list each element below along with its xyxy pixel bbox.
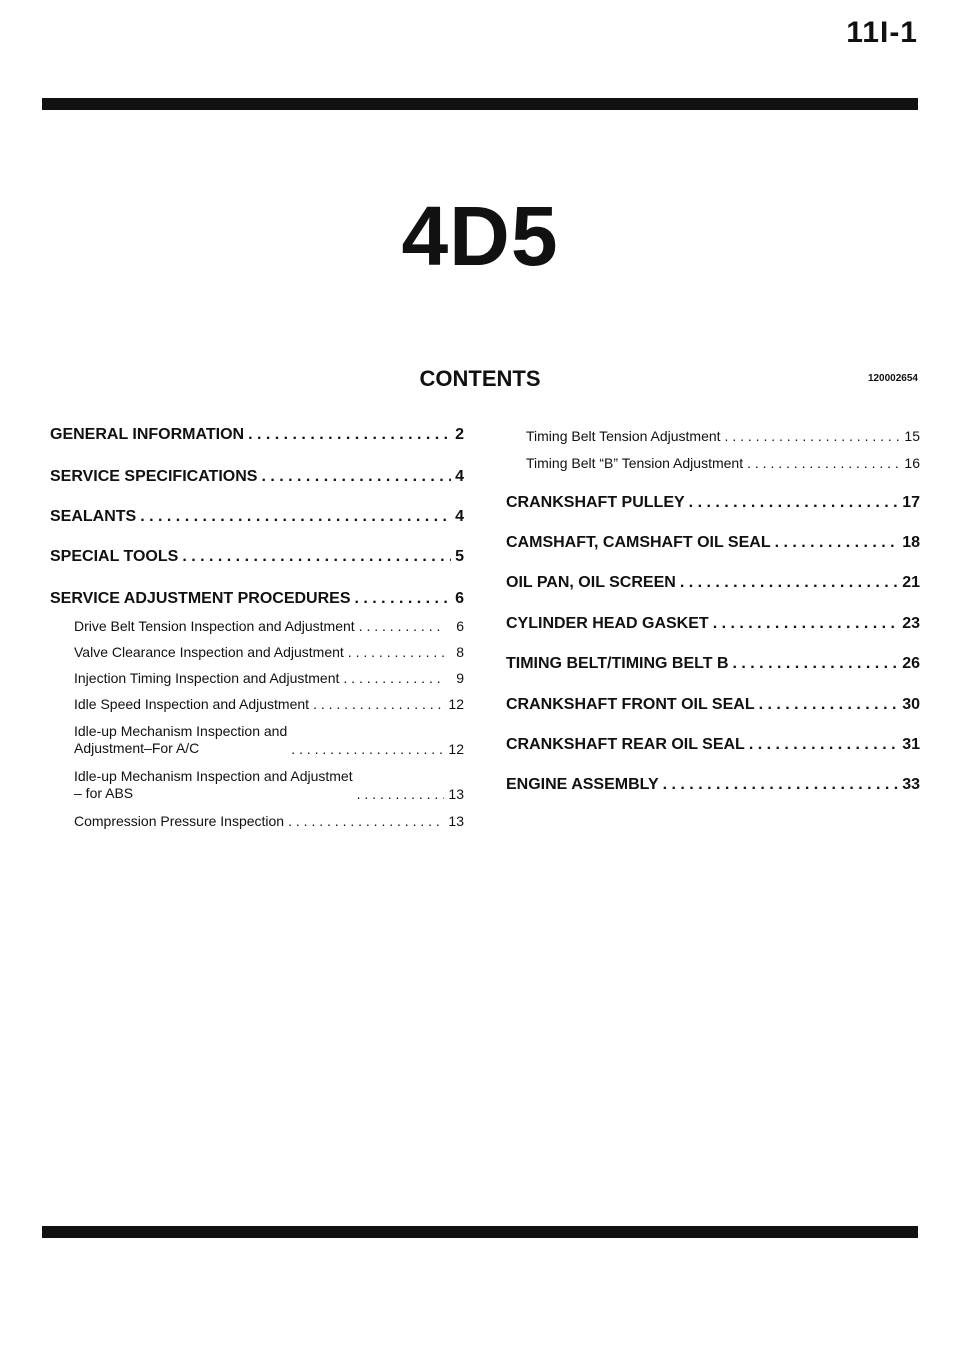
toc-entry-timing-belt[interactable] (506, 655, 920, 673)
toc-entry-oil-pan-oil-screen[interactable] (506, 574, 920, 592)
toc-entry-cylinder-head-gasket[interactable] (506, 615, 920, 633)
toc-entry-service-specifications[interactable] (50, 468, 464, 486)
toc-entry-page: 12 (448, 696, 464, 712)
toc-entry-title: Compression Pressure Inspection (74, 813, 285, 829)
toc-entry-title: SEALANTS (50, 508, 137, 525)
toc-entry-title: CRANKSHAFT PULLEY (506, 494, 685, 511)
toc-entry-title: TIMING BELT/TIMING BELT B (506, 655, 729, 672)
toc-entry-page: 17 (902, 494, 920, 511)
bottom-rule (42, 1226, 918, 1238)
toc-entry-title: CRANKSHAFT FRONT OIL SEAL (506, 696, 755, 713)
toc-entry-page: 4 (455, 468, 464, 485)
toc-entry-title: Idle-up Mechanism Inspection and Adjustmet – for ABS (74, 768, 353, 801)
toc-entry-timing-belt-tension[interactable] (506, 428, 920, 444)
toc-entry-title: SERVICE ADJUSTMENT PROCEDURES (50, 590, 351, 607)
document-code: 120002654 (867, 373, 918, 384)
toc-entry-compression-pressure[interactable] (50, 813, 464, 829)
toc-entry-page: 2 (455, 426, 464, 443)
toc-entry-engine-assembly[interactable] (506, 776, 920, 794)
toc-entry-title: Idle-up Mechanism Inspection and Adjustment–For A/C (74, 723, 288, 756)
toc-entry-special-tools[interactable] (50, 548, 464, 566)
top-rule (42, 98, 918, 110)
toc-entry-general-information[interactable] (50, 426, 464, 444)
toc-entry-page: 5 (455, 548, 464, 565)
toc-entry-page: 15 (904, 428, 920, 444)
page-number: 11I-1 (846, 16, 918, 49)
toc-entry-service-adjustment-procedures[interactable] (50, 590, 464, 608)
toc-entry-page: 12 (448, 741, 464, 757)
toc-entry-title: Injection Timing Inspection and Adjustment (74, 670, 340, 686)
toc-entry-page: 8 (456, 644, 464, 660)
toc-entry-title: SERVICE SPECIFICATIONS (50, 468, 258, 485)
toc-entry-page: 13 (448, 786, 464, 802)
toc-entry-title: Drive Belt Tension Inspection and Adjustment (74, 618, 355, 634)
toc-entry-crankshaft-rear-oil-seal[interactable] (506, 736, 920, 754)
toc-entry-page: 6 (456, 618, 464, 634)
toc-entry-title: Timing Belt Tension Adjustment (526, 428, 721, 444)
toc-entry-title: Valve Clearance Inspection and Adjustment (74, 644, 344, 660)
toc-entry-camshaft-oil-seal[interactable] (506, 534, 920, 552)
toc-entry-page: 4 (455, 508, 464, 525)
toc-entry-idle-up-abs[interactable] (50, 768, 464, 802)
toc-entry-title: Idle Speed Inspection and Adjustment (74, 696, 310, 712)
toc-entry-injection-timing[interactable] (50, 670, 464, 686)
toc-entry-page: 16 (904, 455, 920, 471)
toc-entry-idle-speed[interactable] (50, 696, 464, 712)
toc-entry-page: 21 (902, 574, 920, 591)
toc-entry-page: 26 (902, 655, 920, 672)
toc-entry-valve-clearance[interactable] (50, 644, 464, 660)
toc-entry-idle-up-ac[interactable] (50, 723, 464, 757)
model-title: 4D5 (401, 189, 559, 283)
toc-entry-drive-belt-tension[interactable] (50, 618, 464, 634)
toc-entry-page: 13 (448, 813, 464, 829)
toc-entry-page: 6 (455, 590, 464, 607)
toc-entry-timing-belt-b-tension[interactable] (506, 455, 920, 471)
toc-entry-title: Timing Belt “B” Tension Adjustment (526, 455, 744, 471)
toc-entry-title: CRANKSHAFT REAR OIL SEAL (506, 736, 745, 753)
toc-entry-title: CAMSHAFT, CAMSHAFT OIL SEAL (506, 534, 771, 551)
toc-entry-title: SPECIAL TOOLS (50, 548, 179, 565)
toc-entry-sealants[interactable] (50, 508, 464, 526)
toc-entry-title: OIL PAN, OIL SCREEN (506, 574, 676, 591)
contents-heading: CONTENTS (419, 366, 541, 391)
toc-entry-crankshaft-pulley[interactable] (506, 494, 920, 512)
toc-entry-page: 31 (902, 736, 920, 753)
toc-entry-page: 18 (902, 534, 920, 551)
toc-entry-crankshaft-front-oil-seal[interactable] (506, 696, 920, 714)
toc-entry-page: 23 (902, 615, 920, 632)
toc-entry-page: 9 (456, 670, 464, 686)
toc-entry-title: GENERAL INFORMATION (50, 426, 245, 443)
toc-entry-page: 33 (902, 776, 920, 793)
toc-entry-title: ENGINE ASSEMBLY (506, 776, 659, 793)
toc-entry-page: 30 (902, 696, 920, 713)
toc-entry-title: CYLINDER HEAD GASKET (506, 615, 709, 632)
